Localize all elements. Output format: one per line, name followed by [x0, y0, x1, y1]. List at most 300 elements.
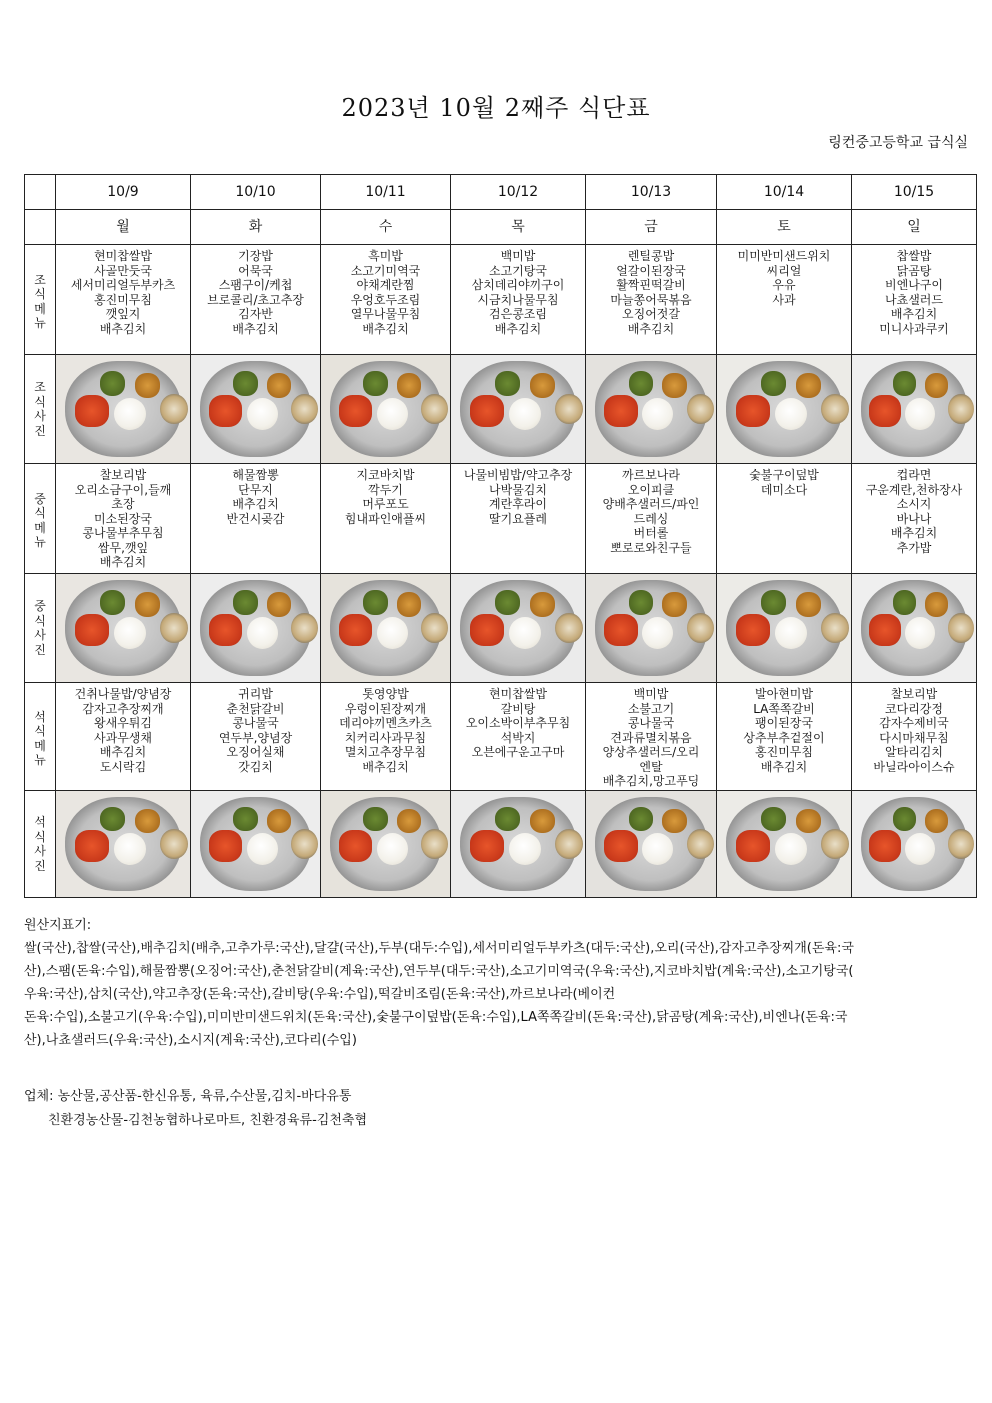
food-portion-icon — [736, 614, 771, 646]
menu-item: 초장 — [111, 497, 135, 511]
menu-item: 세서미리얼두부카츠 — [70, 278, 176, 292]
food-portion-icon — [160, 394, 188, 424]
dates-row — [25, 175, 977, 210]
date-cell: 10/10 — [191, 175, 321, 210]
menu-item: 배추김치 — [890, 526, 938, 540]
food-portion-icon — [893, 590, 916, 615]
meal-photo — [852, 791, 976, 897]
food-portion-icon — [925, 592, 948, 617]
meal-photo — [586, 574, 716, 682]
food-portion-icon — [135, 373, 160, 398]
food-portion-icon — [421, 613, 448, 643]
plate-icon — [726, 797, 841, 890]
food-portion-icon — [796, 809, 821, 833]
row-label-char: 진 — [34, 858, 46, 873]
food-portion-icon — [339, 395, 372, 427]
menu-item: 콩나물국 — [627, 716, 675, 730]
food-portion-icon — [233, 371, 257, 396]
row-label-char: 식 — [34, 506, 46, 520]
menu-item: 머루포도 — [362, 497, 409, 511]
menu-item: 추가밥 — [896, 540, 932, 555]
plate-icon — [330, 580, 441, 675]
food-portion-icon — [377, 398, 408, 430]
menu-item: 렌틸콩밥 — [627, 249, 675, 263]
food-portion-icon — [796, 592, 821, 617]
menu-item: 버터롤 — [633, 526, 669, 540]
menu-cell — [191, 464, 321, 574]
menu-item: 오븐에구운고구마 — [471, 745, 565, 759]
food-portion-icon — [629, 807, 654, 831]
menu-item: 멸치고추장무침 — [344, 745, 427, 759]
food-portion-icon — [761, 371, 786, 396]
food-portion-icon — [339, 830, 372, 862]
meal-photo — [451, 355, 585, 463]
meal-photo — [321, 355, 450, 463]
day-cell: 월 — [56, 210, 191, 245]
plate-icon — [861, 797, 968, 890]
food-portion-icon — [135, 809, 160, 833]
day-cell: 금 — [586, 210, 717, 245]
plate-icon — [861, 580, 968, 675]
meal-photo — [717, 355, 851, 463]
food-portion-icon — [821, 613, 849, 643]
menu-cell — [717, 245, 852, 355]
row-label-char: 진 — [34, 642, 46, 657]
menu-item: 어묵국 — [238, 263, 273, 278]
menu-item: 소불고기 — [627, 701, 675, 716]
food-portion-icon — [267, 592, 291, 617]
food-portion-icon — [267, 373, 291, 398]
menu-cell — [852, 464, 977, 574]
food-portion-icon — [470, 395, 505, 427]
meal-photo — [586, 791, 716, 897]
food-portion-icon — [291, 394, 318, 424]
breakfast_photo-row — [25, 355, 977, 464]
plate-icon — [200, 361, 311, 456]
food-portion-icon — [642, 398, 673, 430]
menu-item: 사과무생채 — [94, 730, 152, 745]
food-portion-icon — [869, 395, 901, 427]
photo-cell — [191, 355, 321, 464]
plate-icon — [726, 580, 841, 675]
menu-item: 오이소박이부추무침 — [465, 716, 571, 730]
row-label-char: 식 — [34, 613, 46, 628]
menu-item: 바닐라아이스슈 — [873, 759, 955, 774]
food-portion-icon — [604, 830, 638, 862]
meal-photo — [191, 355, 320, 463]
food-portion-icon — [470, 830, 505, 862]
menu-item: 반건시곶감 — [226, 511, 285, 526]
menu-item: 콩나물국 — [232, 716, 279, 730]
food-portion-icon — [604, 395, 638, 427]
menu-item: 딸기요플레 — [489, 511, 547, 526]
food-portion-icon — [495, 807, 520, 831]
origin-line: 쌀(국산),찹쌀(국산),배추김치(배추,고추가루:국산),달걀(국산),두부(대두:수입),세서미리얼두부카츠(대두:국산),오리(국산),감자고추장찌개(돈육:국 — [24, 941, 854, 956]
date-cell: 10/15 — [852, 175, 977, 210]
food-portion-icon — [114, 617, 146, 649]
food-portion-icon — [114, 398, 146, 430]
menu-item: 드레싱 — [633, 511, 669, 526]
food-portion-icon — [509, 833, 541, 865]
food-portion-icon — [948, 613, 974, 643]
food-portion-icon — [397, 373, 421, 398]
menu-item: 해물짬뽕 — [232, 468, 279, 482]
menu-item: 우엉호두조림 — [350, 292, 421, 307]
row-label-char: 식 — [34, 287, 46, 301]
menu-item: 구운계란,천하장사 — [865, 482, 963, 497]
menu-item: 브로콜리/초고추장 — [207, 292, 304, 307]
row-label-char: 식 — [34, 394, 46, 409]
menu-item: 쌈무,깻잎 — [97, 540, 149, 555]
menu-item: 바나나 — [896, 511, 932, 526]
menu-item: 야채계란찜 — [356, 278, 415, 292]
menu-item: 건취나물밥/양념장 — [74, 687, 172, 701]
row-label — [25, 355, 56, 464]
photo-cell — [586, 355, 717, 464]
menu-item: 홍진미무침 — [94, 292, 152, 307]
menu-item: 귀리밥 — [238, 687, 273, 701]
origin-heading: 원산지표기: — [24, 918, 92, 933]
menu-cell — [321, 245, 451, 355]
menu-item: 치커리사과무침 — [344, 730, 427, 745]
menu-cell — [586, 464, 717, 574]
food-portion-icon — [821, 394, 849, 424]
menu-item: 감자고추장찌개 — [82, 701, 164, 716]
food-portion-icon — [339, 614, 372, 646]
menu-item: 기장밥 — [238, 249, 273, 263]
plate-icon — [200, 580, 311, 675]
row-label-char: 메 — [34, 738, 46, 753]
photo-cell — [717, 574, 852, 683]
plate-icon — [595, 797, 707, 890]
photo-cell — [56, 355, 191, 464]
meal-photo — [56, 355, 190, 463]
food-portion-icon — [267, 809, 291, 833]
menu-item: 팽이된장국 — [755, 716, 813, 730]
menu-item: 사과 — [772, 292, 796, 307]
lunch_photo-row — [25, 574, 977, 683]
meal-photo — [586, 355, 716, 463]
menu-item: 숯불구이덮밥 — [749, 468, 819, 482]
dinner_photo-row — [25, 791, 977, 898]
meal-photo — [717, 574, 851, 682]
menu-cell — [56, 683, 191, 791]
menu-item: 소고기탕국 — [489, 263, 547, 278]
menu-item: 미니사과쿠키 — [879, 321, 949, 336]
menu-item: 계란후라이 — [489, 497, 547, 511]
menu-item: 배추김치 — [99, 555, 147, 569]
photo-cell — [451, 574, 586, 683]
photo-cell — [321, 574, 451, 683]
food-portion-icon — [796, 373, 821, 398]
menu-item: 백미밥 — [500, 249, 536, 263]
food-portion-icon — [397, 809, 421, 833]
day-cell: 화 — [191, 210, 321, 245]
menu-item: 사골만둣국 — [94, 263, 152, 278]
menu-cell — [451, 464, 586, 574]
menu-item: 열무나물무침 — [350, 307, 421, 321]
menu-cell — [56, 464, 191, 574]
food-portion-icon — [948, 829, 974, 859]
photo-cell — [852, 355, 977, 464]
food-portion-icon — [555, 829, 583, 859]
photo-cell — [451, 791, 586, 898]
menu-item: 얼갈이된장국 — [616, 263, 686, 278]
food-portion-icon — [775, 833, 807, 865]
menu-item: 콩나물부추무침 — [82, 526, 164, 540]
food-portion-icon — [160, 613, 188, 643]
menu-item: 갓김치 — [238, 759, 273, 774]
row-label-char: 사 — [34, 844, 46, 858]
row-label — [25, 683, 56, 791]
food-portion-icon — [530, 809, 555, 833]
menu-cell — [717, 464, 852, 574]
day-cell: 토 — [717, 210, 852, 245]
date-cell: 10/9 — [56, 175, 191, 210]
row-label-char: 뉴 — [34, 316, 46, 330]
meal-photo — [321, 791, 450, 897]
menu-item: 닭곰탕 — [896, 263, 932, 278]
menu-item: 삼치데리야끼구이 — [471, 278, 565, 292]
photo-cell — [321, 355, 451, 464]
menu-item: 발아현미밥 — [755, 687, 813, 701]
menu-item: 배추김치 — [99, 745, 147, 759]
photo-cell — [717, 791, 852, 898]
food-portion-icon — [761, 807, 786, 831]
corner-cell — [25, 175, 56, 210]
plate-icon — [595, 361, 707, 456]
menu-item: 상추부추겉절이 — [743, 730, 825, 745]
food-portion-icon — [421, 394, 448, 424]
food-portion-icon — [662, 373, 687, 398]
menu-item: 갈비탕 — [500, 701, 536, 716]
food-portion-icon — [100, 807, 125, 831]
food-portion-icon — [209, 830, 242, 862]
menu-item: 스팸구이/케첩 — [218, 278, 293, 292]
food-portion-icon — [209, 614, 242, 646]
food-portion-icon — [893, 807, 916, 831]
plate-icon — [330, 797, 441, 890]
food-portion-icon — [363, 807, 387, 831]
food-portion-icon — [291, 829, 318, 859]
food-portion-icon — [687, 613, 714, 643]
menu-item: 감자수제비국 — [879, 716, 949, 730]
food-portion-icon — [687, 394, 714, 424]
food-portion-icon — [905, 833, 935, 865]
row-label — [25, 245, 56, 355]
plate-icon — [460, 361, 575, 456]
menu-item: 깻잎지 — [105, 307, 141, 321]
meal-photo — [191, 791, 320, 897]
plate-icon — [861, 361, 968, 456]
food-portion-icon — [662, 809, 687, 833]
plate-icon — [65, 797, 180, 890]
food-portion-icon — [75, 395, 110, 427]
food-portion-icon — [509, 398, 541, 430]
menu-item: 배추김치 — [362, 321, 409, 336]
photo-cell — [717, 355, 852, 464]
menu-item: 소시지 — [896, 497, 932, 511]
food-portion-icon — [363, 590, 387, 615]
menu-item: 소고기미역국 — [350, 263, 421, 278]
meal-photo — [451, 791, 585, 897]
food-portion-icon — [869, 614, 901, 646]
food-portion-icon — [247, 617, 278, 649]
food-portion-icon — [642, 833, 673, 865]
row-label-char: 사 — [34, 628, 46, 642]
menu-cell — [451, 245, 586, 355]
row-label-char: 뉴 — [34, 535, 46, 549]
day-cell: 일 — [852, 210, 977, 245]
day-cell: 수 — [321, 210, 451, 245]
date-cell: 10/13 — [586, 175, 717, 210]
photo-cell — [191, 574, 321, 683]
menu-cell — [191, 245, 321, 355]
menu-item: 지코바치밥 — [356, 468, 415, 482]
photo-cell — [451, 355, 586, 464]
food-portion-icon — [629, 590, 654, 615]
food-portion-icon — [761, 590, 786, 615]
origin-line: 산),나쵸샐러드(우육:국산),소시지(계육:국산),코다리(수입) — [24, 1033, 357, 1048]
menu-cell — [321, 464, 451, 574]
menu-item: 찹쌀밥 — [896, 249, 932, 263]
menu-item: 시금치나물무침 — [477, 292, 559, 307]
food-portion-icon — [925, 809, 948, 833]
row-label-char: 조 — [34, 272, 46, 287]
food-portion-icon — [948, 394, 974, 424]
supplier-line: 친환경농산물-김천농협하나로마트, 친환경육류-김천축협 — [48, 1113, 368, 1128]
food-portion-icon — [530, 373, 555, 398]
menu-item: 오징어젓갈 — [622, 307, 680, 321]
menu-item: 연두부,양념장 — [218, 730, 293, 745]
row-label-char: 조 — [34, 380, 46, 394]
menu-item: 석박지 — [500, 730, 536, 745]
menu-cell — [321, 683, 451, 791]
menu-item: 마늘쫑어묵볶음 — [610, 292, 692, 307]
menu-item: 활짝핀떡갈비 — [616, 278, 686, 292]
menu-cell — [717, 683, 852, 791]
food-portion-icon — [114, 833, 146, 865]
food-portion-icon — [75, 830, 110, 862]
food-portion-icon — [100, 590, 125, 615]
dinner_menu-row — [25, 683, 977, 791]
menu-item: 배추김치 — [232, 321, 279, 336]
date-cell: 10/11 — [321, 175, 451, 210]
food-portion-icon — [135, 592, 160, 617]
menu-item: 컵라면 — [896, 468, 932, 482]
food-portion-icon — [377, 833, 408, 865]
row-label-char: 중 — [34, 491, 46, 506]
food-portion-icon — [905, 617, 935, 649]
food-portion-icon — [160, 829, 188, 859]
origin-notes — [24, 914, 974, 1052]
menu-item: 흑미밥 — [368, 249, 403, 263]
photo-cell — [852, 791, 977, 898]
row-label-char: 중 — [34, 599, 46, 613]
school-name: 링컨중고등학교 급식실 — [828, 135, 968, 151]
food-portion-icon — [233, 590, 257, 615]
food-portion-icon — [629, 371, 654, 396]
days-row — [25, 210, 977, 245]
food-portion-icon — [233, 807, 257, 831]
food-portion-icon — [687, 829, 714, 859]
menu-item: 백미밥 — [633, 687, 669, 701]
meal-photo — [321, 574, 450, 682]
food-portion-icon — [509, 617, 541, 649]
row-label-char: 메 — [34, 520, 46, 535]
plate-icon — [200, 797, 311, 890]
menu-item: 데미소다 — [760, 482, 808, 497]
menu-item: 배추김치 — [99, 321, 147, 336]
food-portion-icon — [377, 617, 408, 649]
food-portion-icon — [821, 829, 849, 859]
menu-item: 양배추샐러드/파인 — [602, 497, 700, 511]
menu-cell — [586, 683, 717, 791]
menu-item: 뽀로로와친구들 — [610, 540, 692, 555]
menu-item: 톳영양밥 — [362, 687, 409, 701]
menu-item: 코다리강정 — [885, 701, 943, 716]
supplier-info — [24, 1085, 367, 1133]
menu-item: 오징어실채 — [226, 745, 285, 759]
meal-photo — [852, 355, 976, 463]
food-portion-icon — [495, 371, 520, 396]
row-label — [25, 464, 56, 574]
date-cell: 10/14 — [717, 175, 852, 210]
meal-table — [24, 174, 977, 898]
origin-line: 돈육:수입),소불고기(우육:수입),미미반미샌드위치(돈육:국산),숯불구이덮밥(돈육:수입),LA쪽쪽갈비(돈육:국산),닭곰탕(계육:국산),비엔나(돈육:국 — [24, 1010, 848, 1025]
supplier-line: 업체: 농산물,공산품-한신유통, 육류,수산물,김치-바다유통 — [24, 1089, 352, 1104]
photo-cell — [56, 574, 191, 683]
food-portion-icon — [736, 395, 771, 427]
menu-item: 견과류멸치볶음 — [610, 730, 692, 745]
menu-item: 미미반미샌드위치 — [737, 249, 831, 263]
row-label-char: 석 — [34, 815, 46, 829]
food-portion-icon — [530, 592, 555, 617]
food-portion-icon — [555, 613, 583, 643]
photo-cell — [321, 791, 451, 898]
row-label-char: 사 — [34, 409, 46, 423]
menu-item: 까르보나라 — [622, 468, 680, 482]
meal-photo — [191, 574, 320, 682]
menu-cell — [451, 683, 586, 791]
menu-item: 배추김치 — [494, 321, 542, 336]
food-portion-icon — [642, 617, 673, 649]
meal-photo — [56, 574, 190, 682]
menu-cell — [191, 683, 321, 791]
food-portion-icon — [893, 371, 916, 396]
menu-item: 홍진미무침 — [755, 745, 813, 759]
menu-item: 왕새우튀김 — [94, 716, 152, 730]
food-portion-icon — [75, 614, 110, 646]
menu-cell — [56, 245, 191, 355]
page-title: 2023년 10월 2째주 식단표 — [341, 94, 651, 122]
meal-photo — [451, 574, 585, 682]
menu-item: 도시락김 — [99, 759, 147, 774]
menu-item: 힘내파인애플씨 — [344, 511, 427, 526]
breakfast_menu-row — [25, 245, 977, 355]
day-cell: 목 — [451, 210, 586, 245]
meal-photo — [56, 791, 190, 897]
corner-cell — [25, 210, 56, 245]
menu-item: 데리야끼멘츠카츠 — [339, 716, 432, 730]
menu-item: 양상추샐러드/오리 — [602, 745, 700, 759]
plate-icon — [330, 361, 441, 456]
row-label-char: 식 — [34, 724, 46, 738]
food-portion-icon — [775, 617, 807, 649]
menu-item: 나물비빔밥/약고추장 — [463, 468, 573, 482]
menu-item: 배추김치 — [232, 497, 279, 511]
row-label-char: 메 — [34, 301, 46, 316]
